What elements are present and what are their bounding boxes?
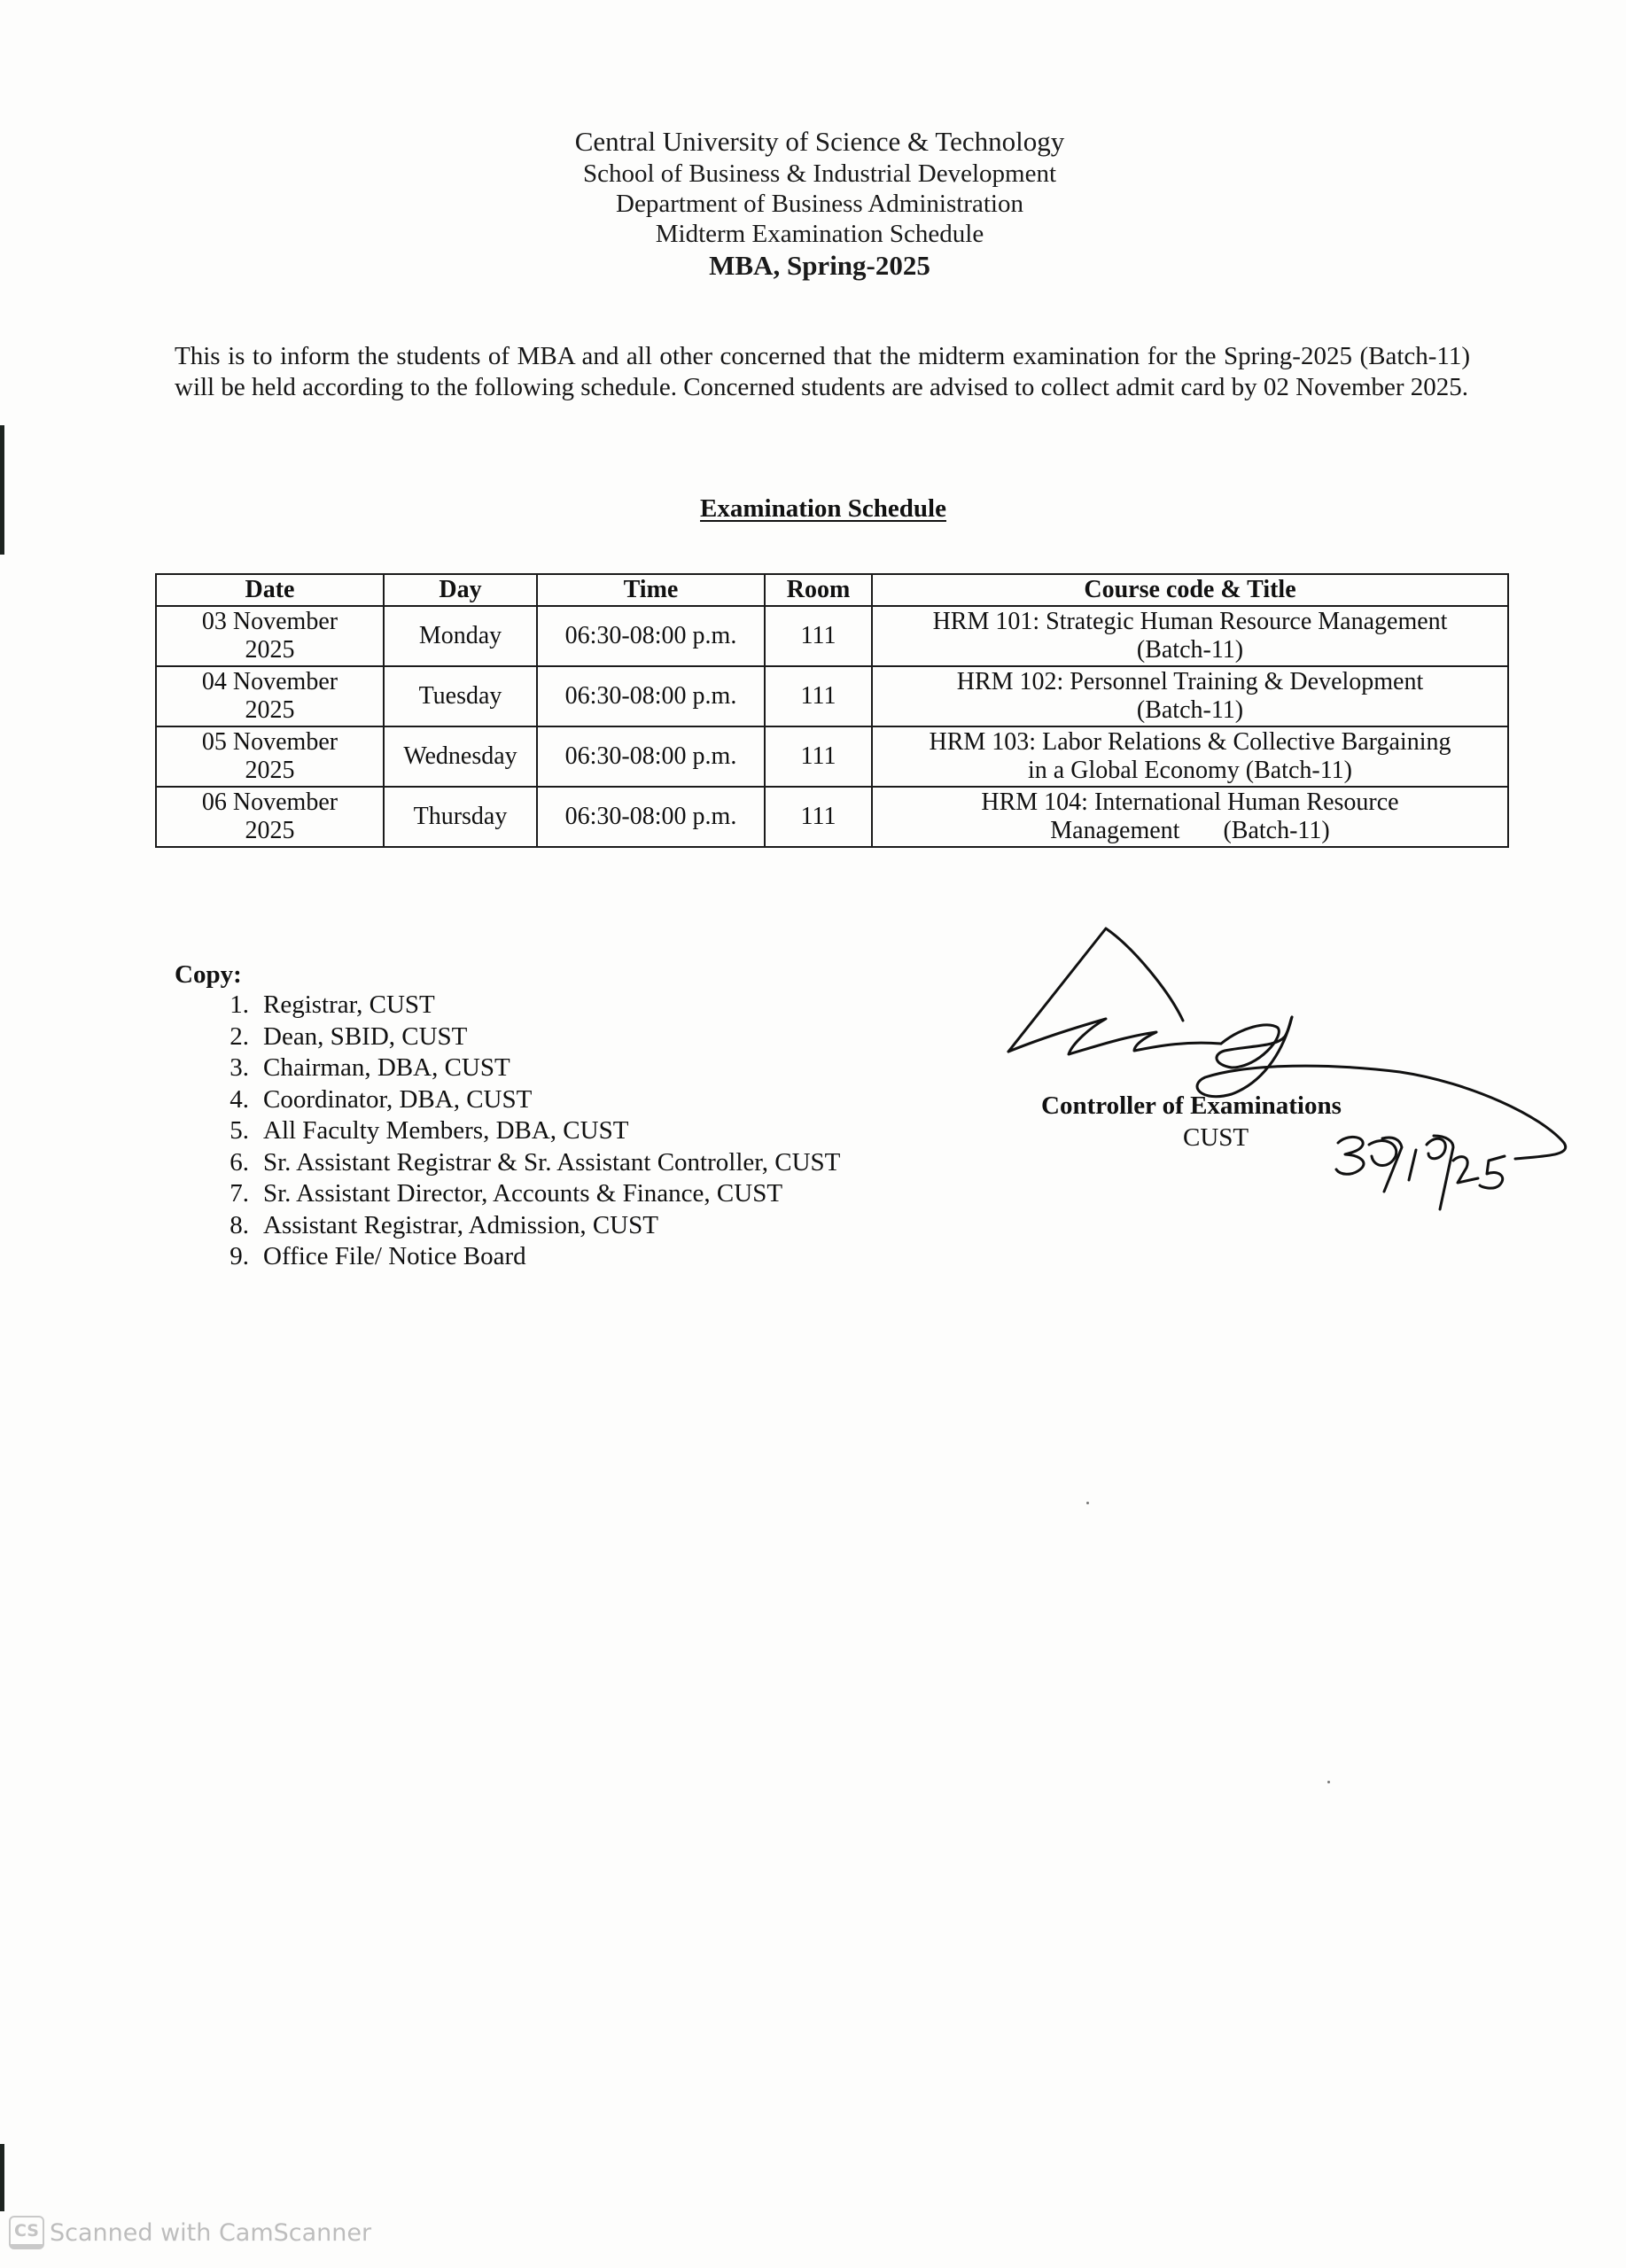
course-batch: (Batch-11) bbox=[1136, 696, 1244, 724]
list-text: Dean, SBID, CUST bbox=[263, 1021, 468, 1051]
university-name: Central University of Science & Technology bbox=[574, 126, 1065, 157]
course-batch: (Batch-11) bbox=[1136, 636, 1244, 664]
scan-speck bbox=[1327, 1781, 1330, 1783]
camscanner-watermark bbox=[9, 2217, 371, 2249]
department-name: Department of Business Administration bbox=[616, 190, 1023, 218]
list-item bbox=[175, 990, 840, 1021]
cell-day: Monday bbox=[384, 606, 537, 666]
scan-edge-mark bbox=[0, 425, 4, 555]
list-number: 7. bbox=[230, 1179, 249, 1208]
schedule-heading bbox=[0, 494, 1626, 524]
date-line: 06 November bbox=[201, 788, 338, 816]
signatory-title: Controller of Examinations bbox=[1041, 1091, 1342, 1120]
date-line: 03 November bbox=[201, 608, 338, 635]
program-title: MBA, Spring-2025 bbox=[709, 250, 930, 281]
list-item bbox=[175, 1147, 840, 1179]
table-row bbox=[156, 606, 1508, 666]
schedule-heading-text: Examination Schedule bbox=[700, 494, 946, 523]
course-title: HRM 103: Labor Relations & Collective Bargaining bbox=[929, 728, 1451, 756]
date-line: 05 November bbox=[201, 728, 338, 756]
list-text: Office File/ Notice Board bbox=[263, 1242, 526, 1270]
scan-edge-mark bbox=[0, 2144, 4, 2211]
column-header-date: Date bbox=[156, 574, 384, 606]
list-number: 5. bbox=[230, 1116, 249, 1145]
cell-date bbox=[156, 726, 384, 787]
copy-label: Copy: bbox=[175, 960, 242, 989]
course-title: HRM 104: International Human Resource bbox=[981, 788, 1399, 816]
cell-time: 06:30-08:00 p.m. bbox=[537, 726, 765, 787]
copy-list bbox=[175, 990, 840, 1273]
column-header-time: Time bbox=[537, 574, 765, 606]
table-row bbox=[156, 787, 1508, 847]
cell-room: 111 bbox=[765, 666, 872, 726]
date-line: 04 November bbox=[201, 668, 338, 695]
cell-room: 111 bbox=[765, 787, 872, 847]
cell-course bbox=[872, 666, 1508, 726]
column-header-day: Day bbox=[384, 574, 537, 606]
course-title: HRM 102: Personnel Training & Development bbox=[956, 668, 1424, 695]
column-header-room: Room bbox=[765, 574, 872, 606]
list-text: Assistant Registrar, Admission, CUST bbox=[263, 1210, 658, 1239]
date-year: 2025 bbox=[245, 817, 295, 844]
notice-title: Midterm Examination Schedule bbox=[655, 220, 984, 248]
notice-body: This is to inform the students of MBA and all other concerned that the midterm examination for the Spring-2025 (Batch-11) will be held according to the following schedule. Concerned students are advised to collect admit card by 02 November 2025. bbox=[175, 342, 1470, 401]
cell-day: Thursday bbox=[384, 787, 537, 847]
cell-date bbox=[156, 787, 384, 847]
cell-day: Tuesday bbox=[384, 666, 537, 726]
list-item bbox=[175, 1115, 840, 1147]
handwritten-signature bbox=[992, 904, 1613, 1249]
course-batch: in a Global Economy (Batch-11) bbox=[1028, 757, 1352, 784]
table-header-row bbox=[156, 574, 1508, 606]
cell-day: Wednesday bbox=[384, 726, 537, 787]
list-text: Registrar, CUST bbox=[263, 990, 435, 1019]
list-text: Sr. Assistant Registrar & Sr. Assistant Controller, CUST bbox=[263, 1147, 841, 1177]
signatory-org: CUST bbox=[1183, 1123, 1249, 1152]
course-batch: Management (Batch-11) bbox=[1050, 817, 1330, 844]
cell-course bbox=[872, 606, 1508, 666]
list-item bbox=[175, 1241, 840, 1273]
cell-room: 111 bbox=[765, 606, 872, 666]
list-item bbox=[175, 1052, 840, 1084]
cell-date bbox=[156, 666, 384, 726]
list-item bbox=[175, 1084, 840, 1116]
date-year: 2025 bbox=[245, 636, 295, 664]
school-name: School of Business & Industrial Development bbox=[582, 159, 1057, 188]
list-text: Chairman, DBA, CUST bbox=[263, 1053, 510, 1082]
cell-course bbox=[872, 787, 1508, 847]
list-item bbox=[175, 1021, 840, 1053]
list-text: Coordinator, DBA, CUST bbox=[263, 1084, 533, 1114]
list-text: All Faculty Members, DBA, CUST bbox=[263, 1116, 629, 1145]
list-number: 3. bbox=[230, 1053, 249, 1082]
table-row bbox=[156, 666, 1508, 726]
list-number: 2. bbox=[230, 1021, 249, 1051]
cell-room: 111 bbox=[765, 726, 872, 787]
column-header-course: Course code & Title bbox=[872, 574, 1508, 606]
list-number: 4. bbox=[230, 1084, 249, 1114]
scan-speck bbox=[1086, 1502, 1089, 1504]
cell-course bbox=[872, 726, 1508, 787]
list-number: 6. bbox=[230, 1147, 249, 1177]
table-row bbox=[156, 726, 1508, 787]
list-number: 8. bbox=[230, 1210, 249, 1239]
cell-date bbox=[156, 606, 384, 666]
list-text: Sr. Assistant Director, Accounts & Finance, CUST bbox=[263, 1179, 783, 1208]
cell-time: 06:30-08:00 p.m. bbox=[537, 666, 765, 726]
date-year: 2025 bbox=[245, 696, 295, 724]
camscanner-logo-icon: CS bbox=[9, 2216, 44, 2249]
list-item bbox=[175, 1210, 840, 1242]
list-number: 9. bbox=[230, 1242, 249, 1270]
camscanner-text: Scanned with CamScanner bbox=[50, 2218, 372, 2247]
date-year: 2025 bbox=[245, 757, 295, 784]
list-number: 1. bbox=[230, 990, 249, 1019]
cell-time: 06:30-08:00 p.m. bbox=[537, 606, 765, 666]
list-item bbox=[175, 1178, 840, 1210]
course-title: HRM 101: Strategic Human Resource Management bbox=[932, 608, 1448, 635]
cell-time: 06:30-08:00 p.m. bbox=[537, 787, 765, 847]
exam-schedule-table bbox=[155, 573, 1509, 848]
